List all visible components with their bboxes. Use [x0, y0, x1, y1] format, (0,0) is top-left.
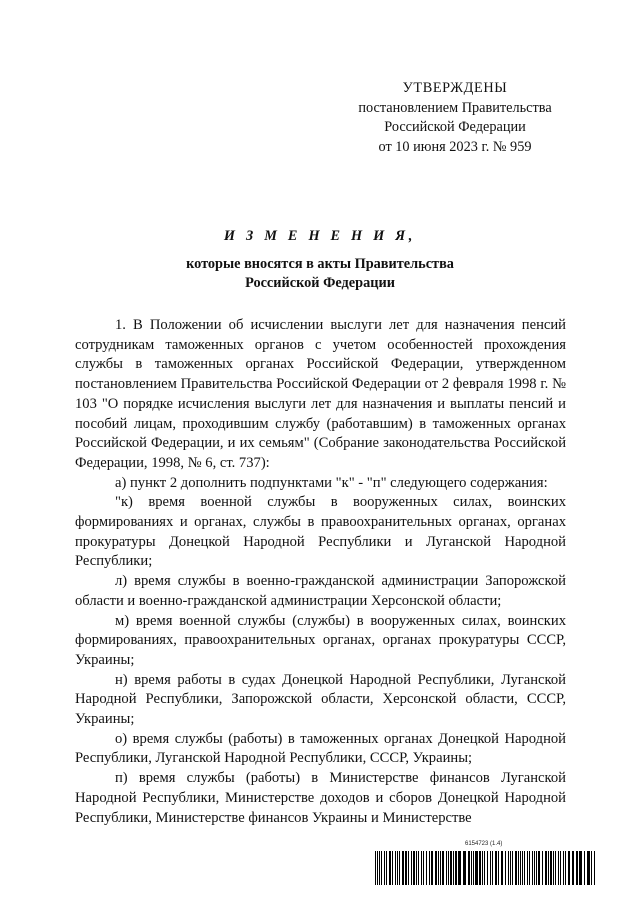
- approval-line-date: от 10 июня 2023 г. № 959: [378, 138, 532, 155]
- barcode-icon: [375, 851, 597, 885]
- approval-stamp: [330, 79, 580, 157]
- document-title: И З М Е Н Е Н И Я,: [223, 228, 417, 244]
- document-subtitle-line-1: которые вносятся в акты Правительства: [186, 255, 454, 272]
- paragraph-item-n: н) время работы в судах Донецкой Народной Республики, Луганской Народной Республики, Запорожской области, Херсонской области, СССР, Украины;: [75, 671, 566, 728]
- paragraph-item-k: "к) время военной службы в вооруженных силах, воинских формированиях и органах, службы в правоохранительных органах, органах прокуратуры Донецкой Народной Республики и Луганской Народной Республики;: [75, 494, 566, 570]
- paragraph-item-a: а) пункт 2 дополнить подпунктами "к" - "п" следующего содержания:: [115, 474, 548, 491]
- paragraph-item-m: м) время военной службы (службы) в вооруженных силах, воинских формированиях, правоохранительных органах, органах прокуратуры СССР, Украины;: [75, 612, 566, 668]
- paragraph-item-l: л) время службы в военно-гражданской администрации Запорожской области и военно-гражданской администрации Херсонской области;: [75, 573, 566, 609]
- document-body: [75, 316, 566, 828]
- barcode-block: [375, 841, 597, 891]
- approval-line-decree: постановлением Правительства: [358, 99, 552, 116]
- paragraph-item-o: о) время службы (работы) в таможенных органах Донецкой Народной Республики, Луганской Народной Республики, СССР, Украины;: [75, 730, 566, 767]
- paragraph-1: 1. В Положении об исчислении выслуги лет для назначения пенсий сотрудникам таможенных органов с учетом особенностей прохождения службы в таможенных органах Российской Федерации, утвержденном постановлением Правительства Российской Федерации от 2 февраля 1998 г. № 103 "О порядке исчисления выслуги лет для назначения и выплаты пенсий и пособий лицам, проходившим службу (работавшим) в таможенных органах Российской Федерации, и их семьям" (Собрание законодательства Российской Федерации, 1998, № 6, ст. 737):: [75, 317, 566, 471]
- document-heading: [80, 227, 560, 294]
- document-subtitle-line-2: Российской Федерации: [245, 275, 395, 291]
- approval-title: УТВЕРЖДЕНЫ: [402, 80, 508, 96]
- paragraph-item-p: п) время службы (работы) в Министерстве финансов Луганской Народной Республики, Министерстве доходов и сборов Донецкой Народной Республики, Министерстве финансов Украины и Министерстве: [75, 770, 566, 826]
- barcode-caption: 6154723 (1.4): [465, 841, 503, 847]
- approval-line-authority: Российской Федерации: [384, 119, 526, 136]
